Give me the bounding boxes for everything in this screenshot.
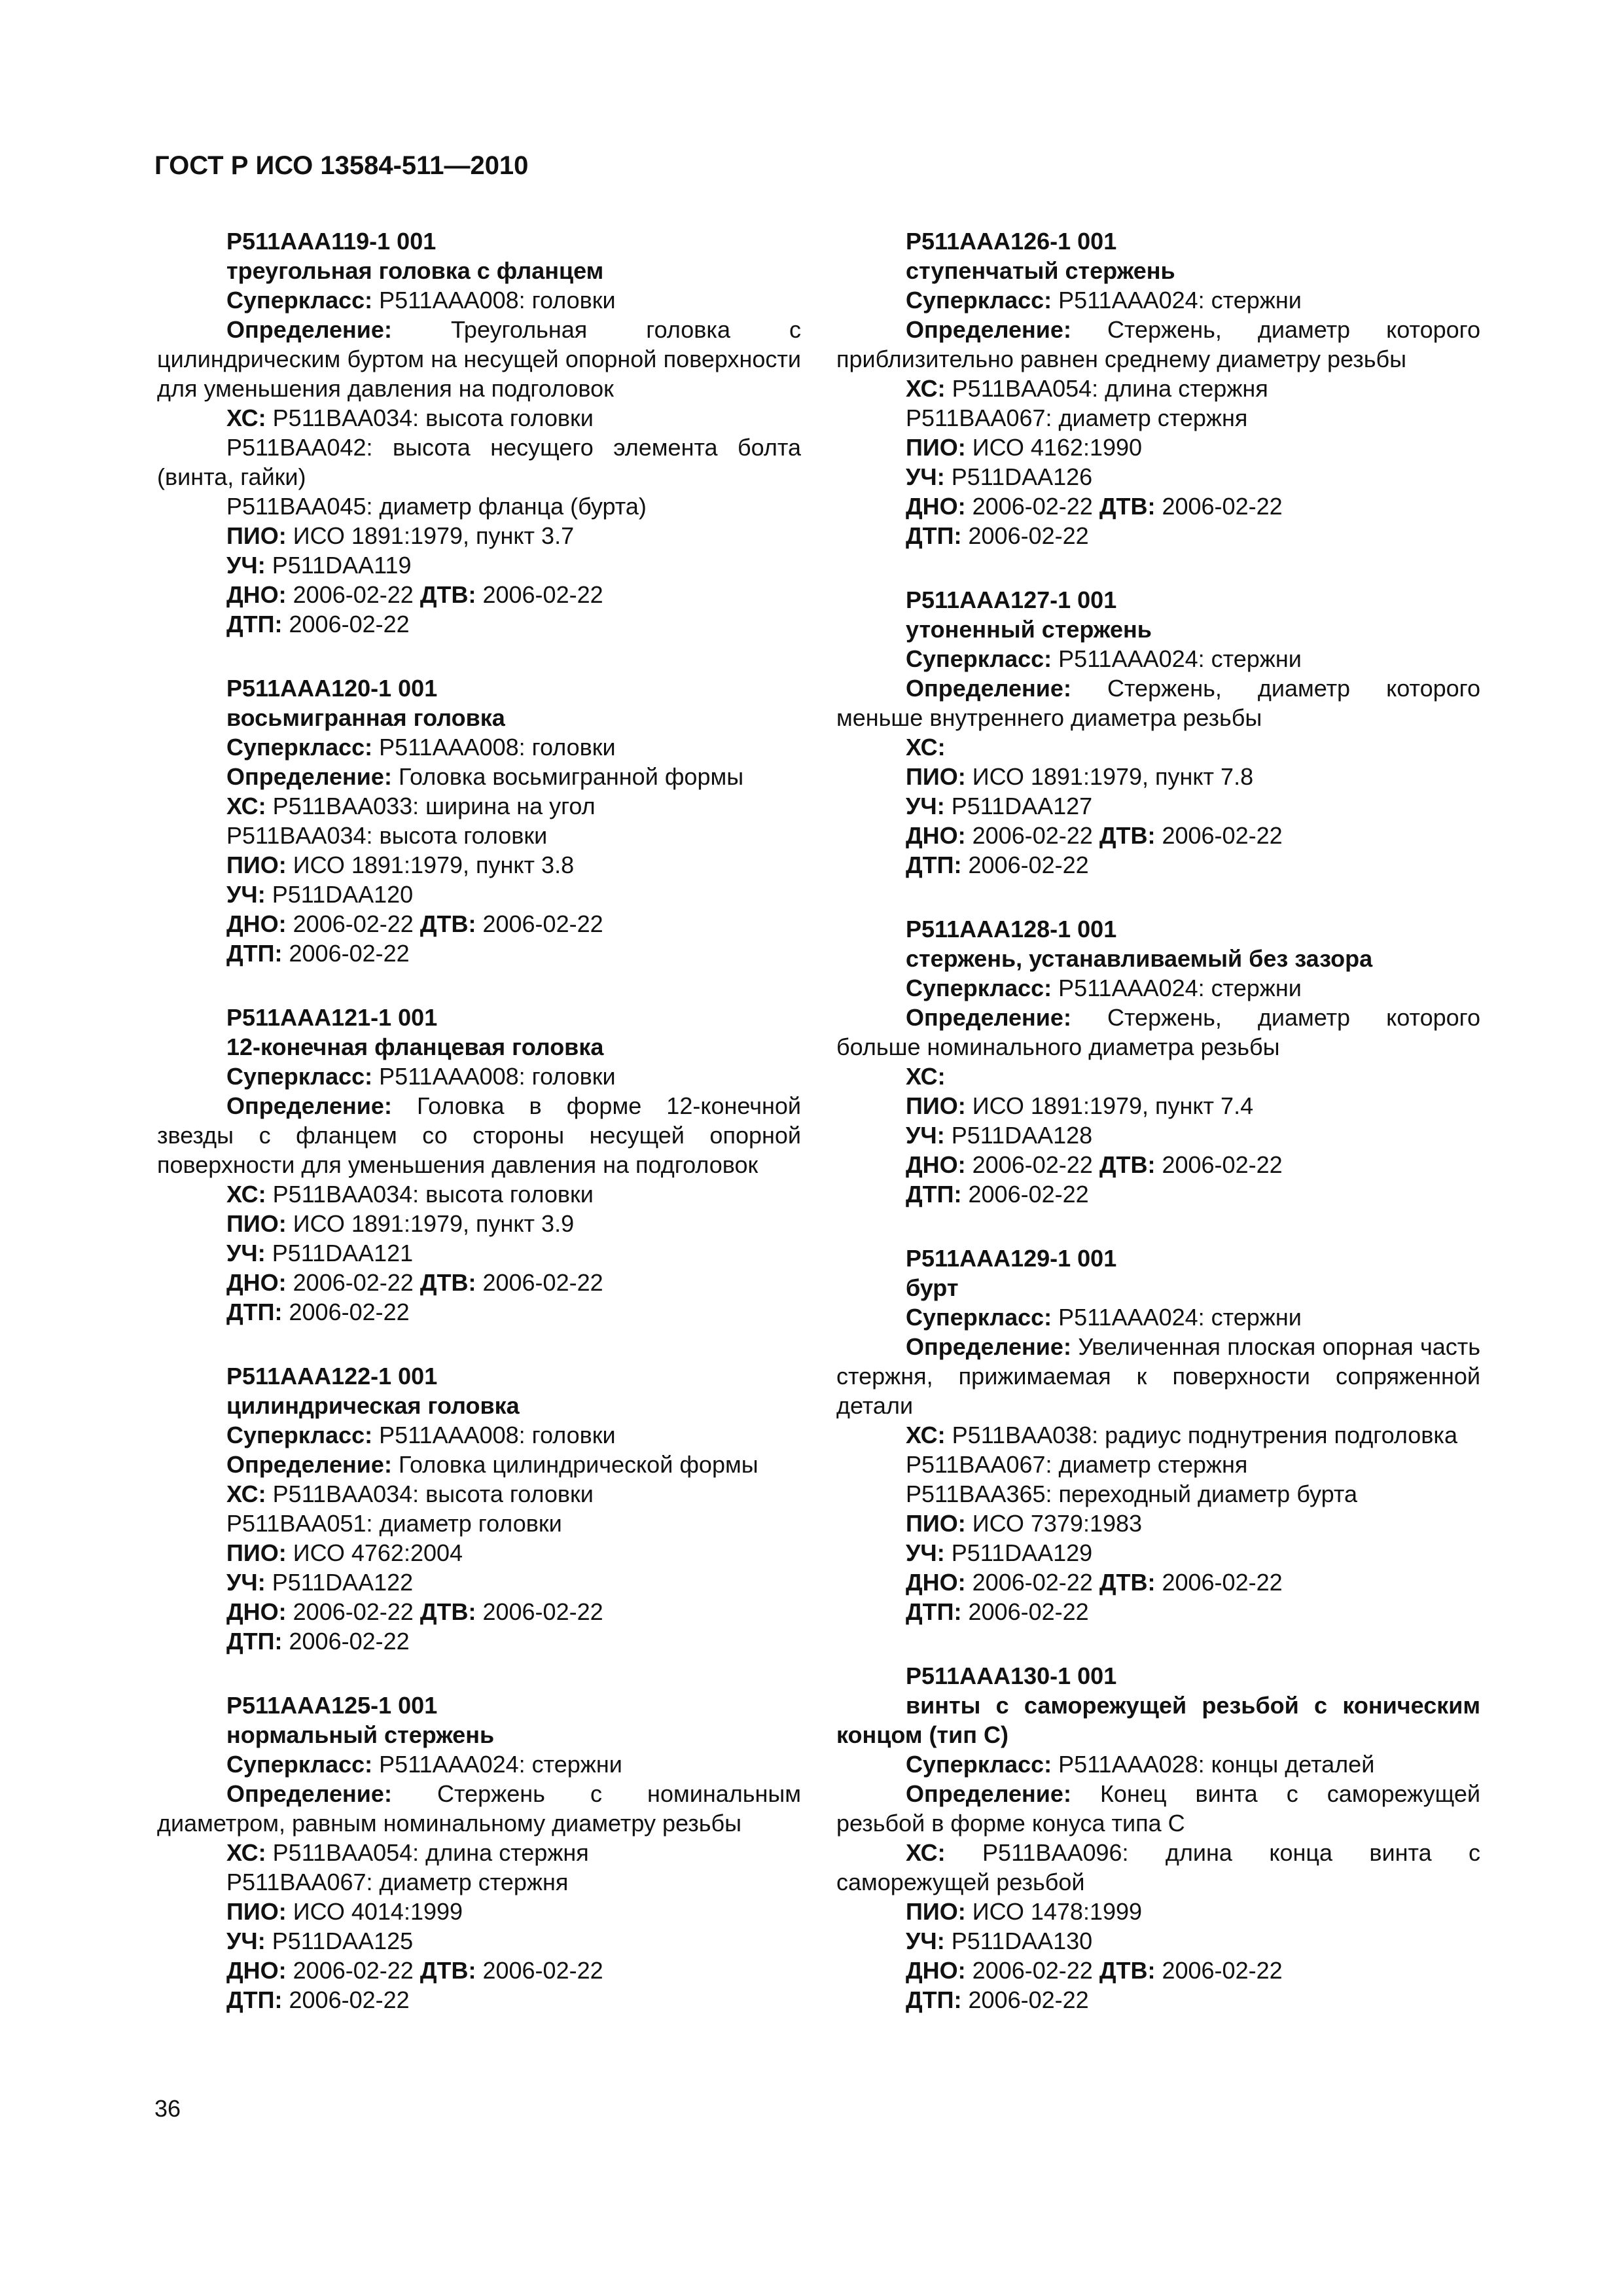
uch-label: УЧ: bbox=[226, 1569, 266, 1596]
definition-value: Стержень, диаметр которого меньше внутреннего диаметра резьбы bbox=[836, 675, 1480, 731]
term-entry bbox=[836, 226, 1480, 550]
entry-definition bbox=[836, 1003, 1480, 1062]
entry-xc-line bbox=[836, 1450, 1480, 1479]
xc-value: P511BAA034: высота головки bbox=[272, 1181, 594, 1208]
right-column bbox=[836, 226, 1480, 2049]
entry-uch bbox=[157, 550, 801, 580]
definition-label: Определение: bbox=[226, 763, 392, 790]
entry-uch bbox=[157, 1926, 801, 1956]
pio-label: ПИО: bbox=[906, 1510, 966, 1537]
entry-dates bbox=[157, 1956, 801, 1985]
dtv-value: 2006-02-22 bbox=[1162, 822, 1283, 849]
superclass-label: Суперкласс: bbox=[226, 287, 373, 314]
term-entry bbox=[157, 1003, 801, 1327]
dno-label: ДНО: bbox=[906, 1151, 966, 1178]
entry-superclass bbox=[836, 644, 1480, 673]
superclass-value: P511AAA008: головки bbox=[379, 1422, 616, 1448]
xc-label: ХС: bbox=[226, 1839, 266, 1866]
uch-value: P511DAA120 bbox=[272, 881, 414, 908]
document-header: ГОСТ Р ИСО 13584-511—2010 bbox=[154, 151, 529, 180]
uch-value: P511DAA128 bbox=[951, 1122, 1093, 1149]
dtv-value: 2006-02-22 bbox=[482, 581, 603, 608]
entry-superclass bbox=[836, 285, 1480, 315]
entry-code: P511AAA130-1 001 bbox=[906, 1662, 1117, 1689]
dno-value: 2006-02-22 bbox=[972, 822, 1093, 849]
term-entry bbox=[157, 1691, 801, 2015]
entry-name: треугольная головка с фланцем bbox=[226, 257, 604, 284]
entry-code: P511AAA129-1 001 bbox=[906, 1245, 1117, 1272]
xc-value: P511BAA034: высота головки bbox=[226, 822, 548, 849]
entry-xc bbox=[836, 374, 1480, 403]
superclass-value: P511AAA008: головки bbox=[379, 287, 616, 314]
entry-xc bbox=[157, 1479, 801, 1509]
dtv-label: ДТВ: bbox=[1099, 1151, 1156, 1178]
entry-name: ступенчатый стержень bbox=[906, 257, 1175, 284]
dtp-value: 2006-02-22 bbox=[289, 1628, 410, 1655]
dtp-value: 2006-02-22 bbox=[968, 1181, 1089, 1208]
pio-label: ПИО: bbox=[226, 1210, 287, 1237]
dtv-label: ДТВ: bbox=[419, 581, 476, 608]
superclass-value: P511AAA024: стержни bbox=[1058, 645, 1302, 672]
term-entry bbox=[836, 585, 1480, 880]
entry-dates bbox=[157, 1268, 801, 1297]
xc-label: ХС: bbox=[906, 1839, 946, 1866]
pio-value: ИСО 1891:1979, пункт 7.4 bbox=[972, 1092, 1254, 1119]
entry-pio bbox=[836, 433, 1480, 462]
superclass-value: P511AAA024: стержни bbox=[379, 1751, 622, 1778]
entry-xc-line bbox=[157, 1867, 801, 1897]
uch-label: УЧ: bbox=[906, 463, 945, 490]
dtv-label: ДТВ: bbox=[1099, 822, 1156, 849]
xc-label: ХС: bbox=[906, 1063, 946, 1090]
pio-label: ПИО: bbox=[906, 763, 966, 790]
entry-definition bbox=[157, 1450, 801, 1479]
dno-label: ДНО: bbox=[226, 1269, 287, 1296]
entry-xc-line bbox=[157, 821, 801, 850]
xc-value: P511BAA045: диаметр фланца (бурта) bbox=[226, 493, 647, 520]
pio-label: ПИО: bbox=[906, 1092, 966, 1119]
entry-definition bbox=[157, 1779, 801, 1838]
entry-name: стержень, устанавливаемый без зазора bbox=[906, 945, 1373, 972]
xc-value: P511BAA038: радиус поднутрения подголовка bbox=[952, 1422, 1457, 1448]
uch-label: УЧ: bbox=[906, 1122, 945, 1149]
pio-label: ПИО: bbox=[906, 1898, 966, 1925]
dno-label: ДНО: bbox=[906, 822, 966, 849]
dtp-value: 2006-02-22 bbox=[289, 940, 410, 967]
dtv-value: 2006-02-22 bbox=[482, 1957, 603, 1984]
dtv-value: 2006-02-22 bbox=[482, 1269, 603, 1296]
definition-value: Головка восьмигранной формы bbox=[398, 763, 744, 790]
superclass-label: Суперкласс: bbox=[906, 287, 1052, 314]
definition-value: Конец винта с саморежущей резьбой в форме конуса типа С bbox=[836, 1780, 1480, 1837]
xc-label: ХС: bbox=[226, 404, 266, 431]
definition-value: Стержень, диаметр которого больше номинального диаметра резьбы bbox=[836, 1004, 1480, 1060]
dno-label: ДНО: bbox=[226, 581, 287, 608]
pio-label: ПИО: bbox=[226, 852, 287, 878]
dtv-label: ДТВ: bbox=[1099, 493, 1156, 520]
xc-value: P511BAA034: высота головки bbox=[272, 1480, 594, 1507]
dtp-label: ДТП: bbox=[906, 1598, 962, 1625]
dno-value: 2006-02-22 bbox=[293, 1269, 414, 1296]
dtp-value: 2006-02-22 bbox=[289, 1299, 410, 1325]
xc-label: ХС: bbox=[226, 1480, 266, 1507]
entry-uch bbox=[157, 1568, 801, 1597]
left-column bbox=[157, 226, 801, 2049]
term-entry bbox=[836, 1661, 1480, 2015]
entry-xc bbox=[836, 1420, 1480, 1450]
dno-value: 2006-02-22 bbox=[293, 1598, 414, 1625]
entry-xc-line bbox=[157, 492, 801, 521]
superclass-value: P511AAA008: головки bbox=[379, 734, 616, 761]
uch-label: УЧ: bbox=[226, 1240, 266, 1266]
entry-uch bbox=[157, 1238, 801, 1268]
entry-dtp bbox=[836, 1597, 1480, 1626]
entry-superclass bbox=[157, 1420, 801, 1450]
xc-label: ХС: bbox=[226, 1181, 266, 1208]
entry-superclass bbox=[157, 1749, 801, 1779]
dtp-label: ДТП: bbox=[906, 852, 962, 878]
xc-value: P511BAA067: диаметр стержня bbox=[906, 404, 1248, 431]
entry-uch bbox=[836, 1538, 1480, 1568]
entry-name: 12-конечная фланцевая головка bbox=[226, 1033, 604, 1060]
dtv-value: 2006-02-22 bbox=[482, 1598, 603, 1625]
uch-label: УЧ: bbox=[906, 1928, 945, 1954]
uch-label: УЧ: bbox=[906, 793, 945, 819]
dtv-label: ДТВ: bbox=[1099, 1569, 1156, 1596]
superclass-label: Суперкласс: bbox=[906, 975, 1052, 1001]
entry-dtp bbox=[157, 1985, 801, 2015]
entry-name: утоненный стержень bbox=[906, 616, 1152, 643]
xc-label: ХС: bbox=[906, 375, 946, 402]
entry-name: цилиндрическая головка bbox=[226, 1392, 520, 1419]
superclass-value: P511AAA008: головки bbox=[379, 1063, 616, 1090]
entry-code: P511AAA121-1 001 bbox=[226, 1004, 438, 1031]
dtp-value: 2006-02-22 bbox=[968, 522, 1089, 549]
dtp-label: ДТП: bbox=[226, 1299, 283, 1325]
entry-xc-line bbox=[157, 433, 801, 492]
definition-label: Определение: bbox=[226, 1092, 392, 1119]
dtp-label: ДТП: bbox=[906, 1986, 962, 2013]
xc-label: ХС: bbox=[906, 1422, 946, 1448]
xc-label: ХС: bbox=[226, 793, 266, 819]
definition-value: Треугольная головка с цилиндрическим буртом на несущей опорной поверхности для уменьшения давления на подголовок bbox=[157, 316, 801, 402]
dtp-value: 2006-02-22 bbox=[289, 611, 410, 637]
superclass-label: Суперкласс: bbox=[226, 1063, 373, 1090]
entry-dates bbox=[157, 580, 801, 609]
entry-xc bbox=[836, 1062, 1480, 1091]
entry-dtp bbox=[157, 1297, 801, 1327]
xc-value: P511BAA054: длина стержня bbox=[952, 375, 1268, 402]
entry-dates bbox=[157, 1597, 801, 1626]
superclass-label: Суперкласс: bbox=[226, 1751, 373, 1778]
dtp-label: ДТП: bbox=[226, 611, 283, 637]
dno-value: 2006-02-22 bbox=[293, 581, 414, 608]
entry-dtp bbox=[157, 1626, 801, 1656]
xc-value: P511BAA033: ширина на угол bbox=[272, 793, 596, 819]
dtp-label: ДТП: bbox=[226, 940, 283, 967]
entry-pio bbox=[157, 1209, 801, 1238]
dno-value: 2006-02-22 bbox=[293, 1957, 414, 1984]
dtv-value: 2006-02-22 bbox=[1162, 493, 1283, 520]
definition-label: Определение: bbox=[226, 316, 392, 343]
superclass-label: Суперкласс: bbox=[906, 645, 1052, 672]
entry-uch bbox=[836, 1121, 1480, 1150]
uch-value: P511DAA126 bbox=[951, 463, 1093, 490]
dno-value: 2006-02-22 bbox=[972, 1151, 1093, 1178]
entry-pio bbox=[157, 521, 801, 550]
uch-value: P511DAA125 bbox=[272, 1928, 414, 1954]
pio-value: ИСО 1891:1979, пункт 3.8 bbox=[293, 852, 575, 878]
definition-label: Определение: bbox=[906, 316, 1071, 343]
superclass-value: P511AAA028: концы деталей bbox=[1058, 1751, 1375, 1778]
uch-value: P511DAA122 bbox=[272, 1569, 414, 1596]
pio-label: ПИО: bbox=[226, 1898, 287, 1925]
definition-value: Увеличенная плоская опорная часть стержня, прижимаемая к поверхности сопряженной детали bbox=[836, 1333, 1480, 1419]
uch-label: УЧ: bbox=[226, 552, 266, 579]
superclass-value: P511AAA024: стержни bbox=[1058, 287, 1302, 314]
entry-pio bbox=[157, 1538, 801, 1568]
pio-label: ПИО: bbox=[226, 522, 287, 549]
entry-code: P511AAA125-1 001 bbox=[226, 1692, 438, 1719]
dtv-value: 2006-02-22 bbox=[1162, 1957, 1283, 1984]
entry-dtp bbox=[157, 939, 801, 968]
dtv-value: 2006-02-22 bbox=[1162, 1569, 1283, 1596]
definition-value: Головка в форме 12-конечной звезды с фланцем со стороны несущей опорной поверхности для уменьшения давления на подголовок bbox=[157, 1092, 801, 1178]
dtp-label: ДТП: bbox=[226, 1986, 283, 2013]
dtp-label: ДТП: bbox=[226, 1628, 283, 1655]
entry-xc-line bbox=[836, 403, 1480, 433]
entry-xc bbox=[836, 732, 1480, 762]
dtp-label: ДТП: bbox=[906, 522, 962, 549]
page-number: 36 bbox=[154, 2095, 181, 2122]
superclass-value: P511AAA024: стержни bbox=[1058, 975, 1302, 1001]
uch-label: УЧ: bbox=[906, 1539, 945, 1566]
entry-uch bbox=[836, 1926, 1480, 1956]
dtp-value: 2006-02-22 bbox=[289, 1986, 410, 2013]
term-entry bbox=[157, 226, 801, 639]
entry-pio bbox=[836, 1897, 1480, 1926]
entry-superclass bbox=[157, 1062, 801, 1091]
entry-uch bbox=[836, 791, 1480, 821]
entry-superclass bbox=[836, 973, 1480, 1003]
entry-definition bbox=[836, 1779, 1480, 1838]
xc-value: P511BAA034: высота головки bbox=[272, 404, 594, 431]
superclass-label: Суперкласс: bbox=[226, 1422, 373, 1448]
xc-value: P511BAA051: диаметр головки bbox=[226, 1510, 562, 1537]
term-entry bbox=[836, 1244, 1480, 1626]
entry-dates bbox=[157, 909, 801, 939]
uch-value: P511DAA129 bbox=[951, 1539, 1093, 1566]
entry-dates bbox=[836, 1568, 1480, 1597]
definition-label: Определение: bbox=[906, 1780, 1071, 1807]
term-entry bbox=[836, 914, 1480, 1209]
entry-definition bbox=[157, 1091, 801, 1179]
xc-value: P511BAA042: высота несущего элемента болта (винта, гайки) bbox=[157, 434, 801, 490]
entry-superclass bbox=[157, 285, 801, 315]
dtv-value: 2006-02-22 bbox=[482, 910, 603, 937]
dtv-label: ДТВ: bbox=[1099, 1957, 1156, 1984]
entry-xc bbox=[157, 1179, 801, 1209]
entry-code: P511AAA122-1 001 bbox=[226, 1363, 438, 1390]
xc-value: P511BAA067: диаметр стержня bbox=[906, 1451, 1248, 1478]
pio-value: ИСО 1891:1979, пункт 3.7 bbox=[293, 522, 575, 549]
dtv-label: ДТВ: bbox=[419, 910, 476, 937]
entry-dtp bbox=[157, 609, 801, 639]
entry-xc bbox=[157, 403, 801, 433]
pio-value: ИСО 1891:1979, пункт 3.9 bbox=[293, 1210, 575, 1237]
dtp-label: ДТП: bbox=[906, 1181, 962, 1208]
dno-label: ДНО: bbox=[906, 493, 966, 520]
xc-label: ХС: bbox=[906, 734, 946, 761]
dno-value: 2006-02-22 bbox=[293, 910, 414, 937]
superclass-label: Суперкласс: bbox=[226, 734, 373, 761]
entry-dates bbox=[836, 492, 1480, 521]
definition-label: Определение: bbox=[906, 675, 1071, 702]
definition-value: Стержень с номинальным диаметром, равным номинальному диаметру резьбы bbox=[157, 1780, 801, 1837]
entry-superclass bbox=[836, 1749, 1480, 1779]
dtp-value: 2006-02-22 bbox=[968, 852, 1089, 878]
dtv-label: ДТВ: bbox=[419, 1598, 476, 1625]
xc-value: P511BAA067: диаметр стержня bbox=[226, 1869, 569, 1895]
entry-xc-line bbox=[157, 1509, 801, 1538]
dno-label: ДНО: bbox=[226, 1598, 287, 1625]
entry-definition bbox=[157, 762, 801, 791]
definition-label: Определение: bbox=[906, 1004, 1071, 1031]
entry-uch bbox=[157, 880, 801, 909]
entry-dates bbox=[836, 1150, 1480, 1179]
definition-label: Определение: bbox=[906, 1333, 1071, 1360]
entry-name: нормальный стержень bbox=[226, 1721, 495, 1748]
entry-code: P511AAA126-1 001 bbox=[906, 228, 1117, 255]
xc-value: P511BAA365: переходный диаметр бурта bbox=[906, 1480, 1357, 1507]
entry-xc bbox=[157, 1838, 801, 1867]
entry-name: бурт bbox=[906, 1274, 959, 1301]
pio-value: ИСО 1478:1999 bbox=[972, 1898, 1143, 1925]
dno-label: ДНО: bbox=[226, 910, 287, 937]
pio-value: ИСО 4762:2004 bbox=[293, 1539, 463, 1566]
superclass-label: Суперкласс: bbox=[906, 1304, 1052, 1331]
dtp-value: 2006-02-22 bbox=[968, 1986, 1089, 2013]
entry-dtp bbox=[836, 1179, 1480, 1209]
xc-value: P511BAA096: длина конца винта с саморежущей резьбой bbox=[836, 1839, 1480, 1895]
dno-label: ДНО: bbox=[906, 1569, 966, 1596]
entry-dtp bbox=[836, 850, 1480, 880]
entry-name: винты с саморежущей резьбой с коническим концом (тип С) bbox=[836, 1692, 1480, 1748]
pio-value: ИСО 4014:1999 bbox=[293, 1898, 463, 1925]
definition-label: Определение: bbox=[226, 1780, 392, 1807]
entry-pio bbox=[836, 762, 1480, 791]
entry-xc-line bbox=[836, 1479, 1480, 1509]
term-entry bbox=[157, 673, 801, 968]
pio-value: ИСО 7379:1983 bbox=[972, 1510, 1143, 1537]
superclass-value: P511AAA024: стержни bbox=[1058, 1304, 1302, 1331]
definition-label: Определение: bbox=[226, 1451, 392, 1478]
pio-label: ПИО: bbox=[226, 1539, 287, 1566]
uch-label: УЧ: bbox=[226, 1928, 266, 1954]
uch-value: P511DAA130 bbox=[951, 1928, 1093, 1954]
dtp-value: 2006-02-22 bbox=[968, 1598, 1089, 1625]
entry-definition bbox=[157, 315, 801, 403]
dtv-value: 2006-02-22 bbox=[1162, 1151, 1283, 1178]
uch-label: УЧ: bbox=[226, 881, 266, 908]
uch-value: P511DAA121 bbox=[272, 1240, 414, 1266]
entry-pio bbox=[157, 850, 801, 880]
entry-xc bbox=[836, 1838, 1480, 1897]
entry-pio bbox=[836, 1509, 1480, 1538]
dno-value: 2006-02-22 bbox=[972, 493, 1093, 520]
pio-value: ИСО 1891:1979, пункт 7.8 bbox=[972, 763, 1254, 790]
dtv-label: ДТВ: bbox=[419, 1957, 476, 1984]
definition-value: Стержень, диаметр которого приблизительно равнен среднему диаметру резьбы bbox=[836, 316, 1480, 372]
pio-value: ИСО 4162:1990 bbox=[972, 434, 1143, 461]
xc-value: P511BAA054: длина стержня bbox=[272, 1839, 589, 1866]
dno-label: ДНО: bbox=[226, 1957, 287, 1984]
entry-xc bbox=[157, 791, 801, 821]
entry-definition bbox=[836, 673, 1480, 732]
entry-definition bbox=[836, 1332, 1480, 1420]
entry-code: P511AAA119-1 001 bbox=[226, 228, 437, 255]
uch-value: P511DAA127 bbox=[951, 793, 1093, 819]
entry-superclass bbox=[157, 732, 801, 762]
entry-uch bbox=[836, 462, 1480, 492]
entry-pio bbox=[836, 1091, 1480, 1121]
dno-value: 2006-02-22 bbox=[972, 1957, 1093, 1984]
dno-value: 2006-02-22 bbox=[972, 1569, 1093, 1596]
entry-dtp bbox=[836, 1985, 1480, 2015]
term-entry bbox=[157, 1361, 801, 1656]
entry-name: восьмигранная головка bbox=[226, 704, 505, 731]
entry-code: P511AAA128-1 001 bbox=[906, 916, 1117, 942]
entry-definition bbox=[836, 315, 1480, 374]
entry-code: P511AAA127-1 001 bbox=[906, 586, 1117, 613]
definition-value: Головка цилиндрической формы bbox=[398, 1451, 758, 1478]
entry-dtp bbox=[836, 521, 1480, 550]
dno-label: ДНО: bbox=[906, 1957, 966, 1984]
entry-dates bbox=[836, 1956, 1480, 1985]
pio-label: ПИО: bbox=[906, 434, 966, 461]
dtv-label: ДТВ: bbox=[419, 1269, 476, 1296]
uch-value: P511DAA119 bbox=[272, 552, 412, 579]
entry-superclass bbox=[836, 1302, 1480, 1332]
entry-pio bbox=[157, 1897, 801, 1926]
entry-dates bbox=[836, 821, 1480, 850]
entry-code: P511AAA120-1 001 bbox=[226, 675, 438, 702]
superclass-label: Суперкласс: bbox=[906, 1751, 1052, 1778]
